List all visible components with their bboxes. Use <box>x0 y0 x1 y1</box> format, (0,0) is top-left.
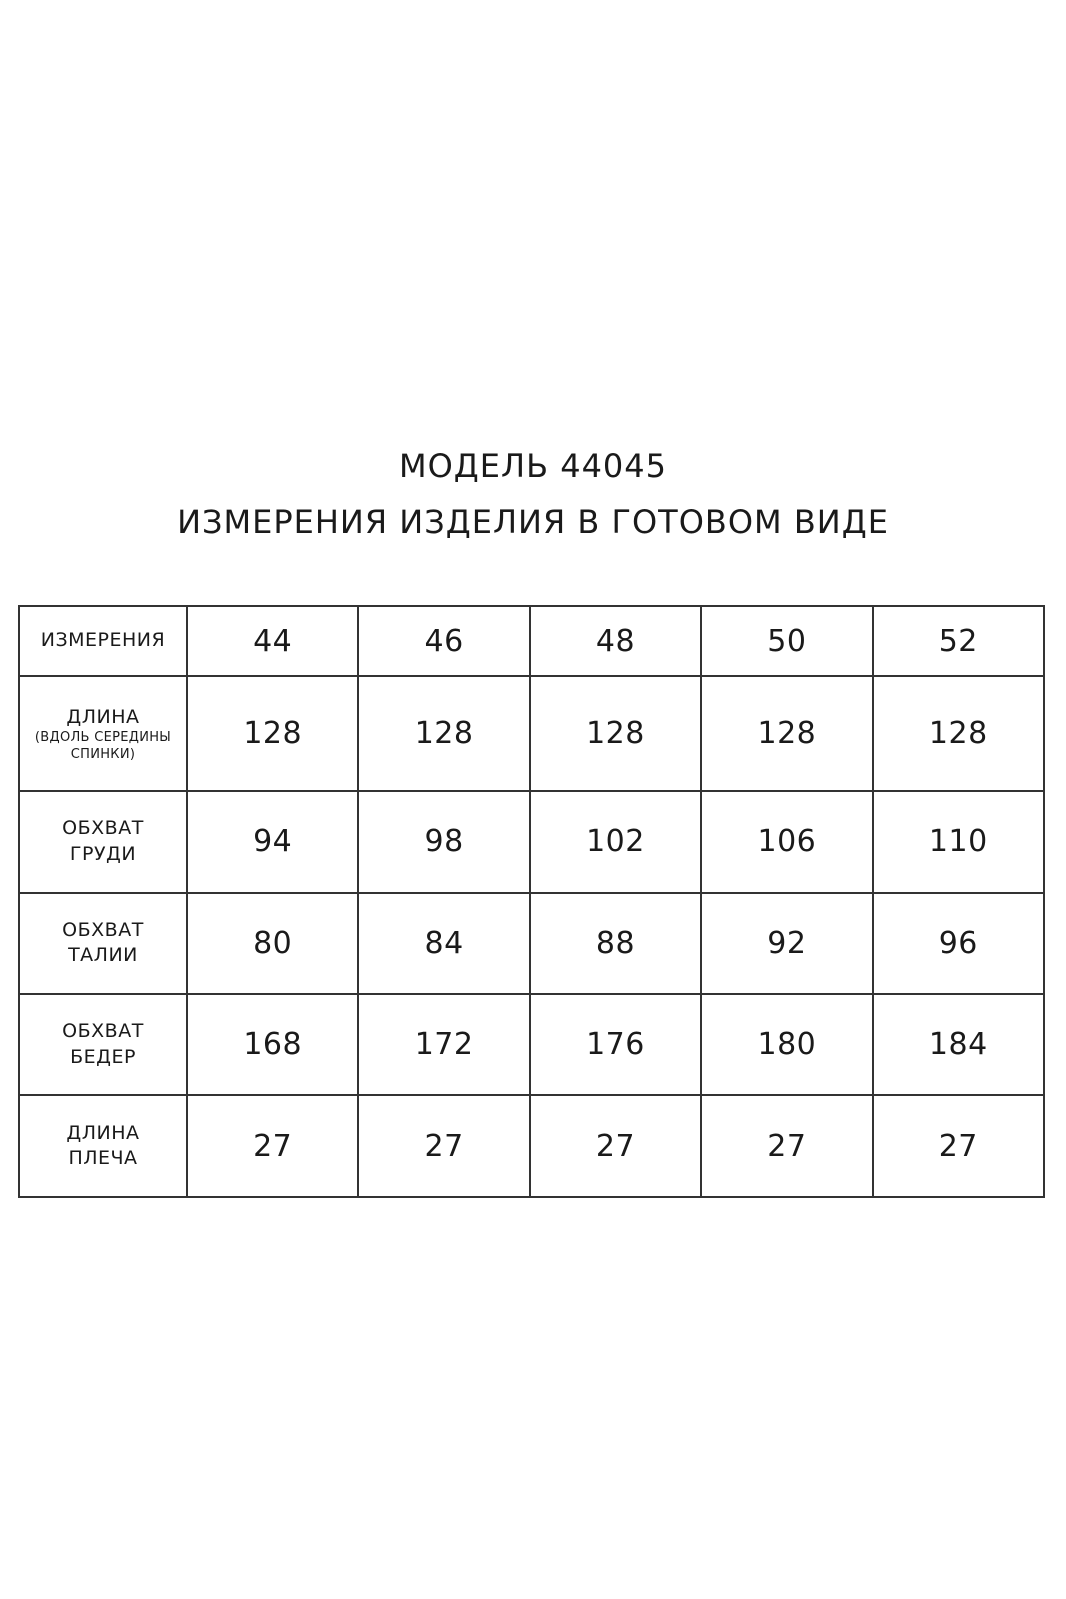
value-cell: 27 <box>530 1095 701 1197</box>
value-cell: 27 <box>358 1095 529 1197</box>
row-label-cell <box>19 893 187 994</box>
value-cell: 172 <box>358 994 529 1095</box>
value-cell: 106 <box>701 791 872 892</box>
header-row <box>19 606 1044 676</box>
table-row <box>19 994 1044 1095</box>
row-label-line: ОБХВАТ <box>62 918 144 941</box>
value-cell: 128 <box>873 676 1044 791</box>
value-cell: 96 <box>873 893 1044 994</box>
size-header-cell: 44 <box>187 606 358 676</box>
row-label-line: ТАЛИИ <box>68 944 138 967</box>
row-label-line: ПЛЕЧА <box>68 1147 138 1170</box>
row-label-cell <box>19 1095 187 1197</box>
row-label-cell <box>19 994 187 1095</box>
value-cell: 92 <box>701 893 872 994</box>
size-header-cell: 52 <box>873 606 1044 676</box>
table-row <box>19 893 1044 994</box>
size-header-cell: 46 <box>358 606 529 676</box>
value-cell: 128 <box>701 676 872 791</box>
value-cell: 128 <box>530 676 701 791</box>
row-label-line: ОБХВАТ <box>62 1020 144 1043</box>
table-row <box>19 1095 1044 1197</box>
size-header-cell: 48 <box>530 606 701 676</box>
value-cell: 27 <box>187 1095 358 1197</box>
value-cell: 180 <box>701 994 872 1095</box>
value-cell: 27 <box>873 1095 1044 1197</box>
value-cell: 176 <box>530 994 701 1095</box>
value-cell: 94 <box>187 791 358 892</box>
value-cell: 80 <box>187 893 358 994</box>
value-cell: 184 <box>873 994 1044 1095</box>
value-cell: 88 <box>530 893 701 994</box>
row-label-cell <box>19 676 187 791</box>
title-block <box>0 447 1066 541</box>
row-label-cell <box>19 791 187 892</box>
value-cell: 110 <box>873 791 1044 892</box>
row-label-line: БЕДЕР <box>70 1045 136 1068</box>
row-label-note: (ВДОЛЬ СЕРЕДИНЫ <box>34 730 172 746</box>
size-header-cell: 50 <box>701 606 872 676</box>
value-cell: 27 <box>701 1095 872 1197</box>
size-chart-table <box>18 605 1045 1198</box>
table-row <box>19 676 1044 791</box>
row-label-line: ДЛИНА <box>66 1121 140 1144</box>
value-cell: 102 <box>530 791 701 892</box>
table-row <box>19 791 1044 892</box>
model-title: МОДЕЛЬ 44045 <box>399 447 667 485</box>
value-cell: 84 <box>358 893 529 994</box>
row-label-line: ОБХВАТ <box>62 817 144 840</box>
row-label-line: ДЛИНА <box>66 705 140 728</box>
row-label-line: ГРУДИ <box>69 842 137 865</box>
header-label-cell: ИЗМЕРЕНИЯ <box>19 606 187 676</box>
value-cell: 128 <box>358 676 529 791</box>
page-subtitle: ИЗМЕРЕНИЯ ИЗДЕЛИЯ В ГОТОВОМ ВИДЕ <box>177 503 889 541</box>
value-cell: 168 <box>187 994 358 1095</box>
row-label-note: СПИНКИ) <box>70 746 136 762</box>
value-cell: 98 <box>358 791 529 892</box>
value-cell: 128 <box>187 676 358 791</box>
